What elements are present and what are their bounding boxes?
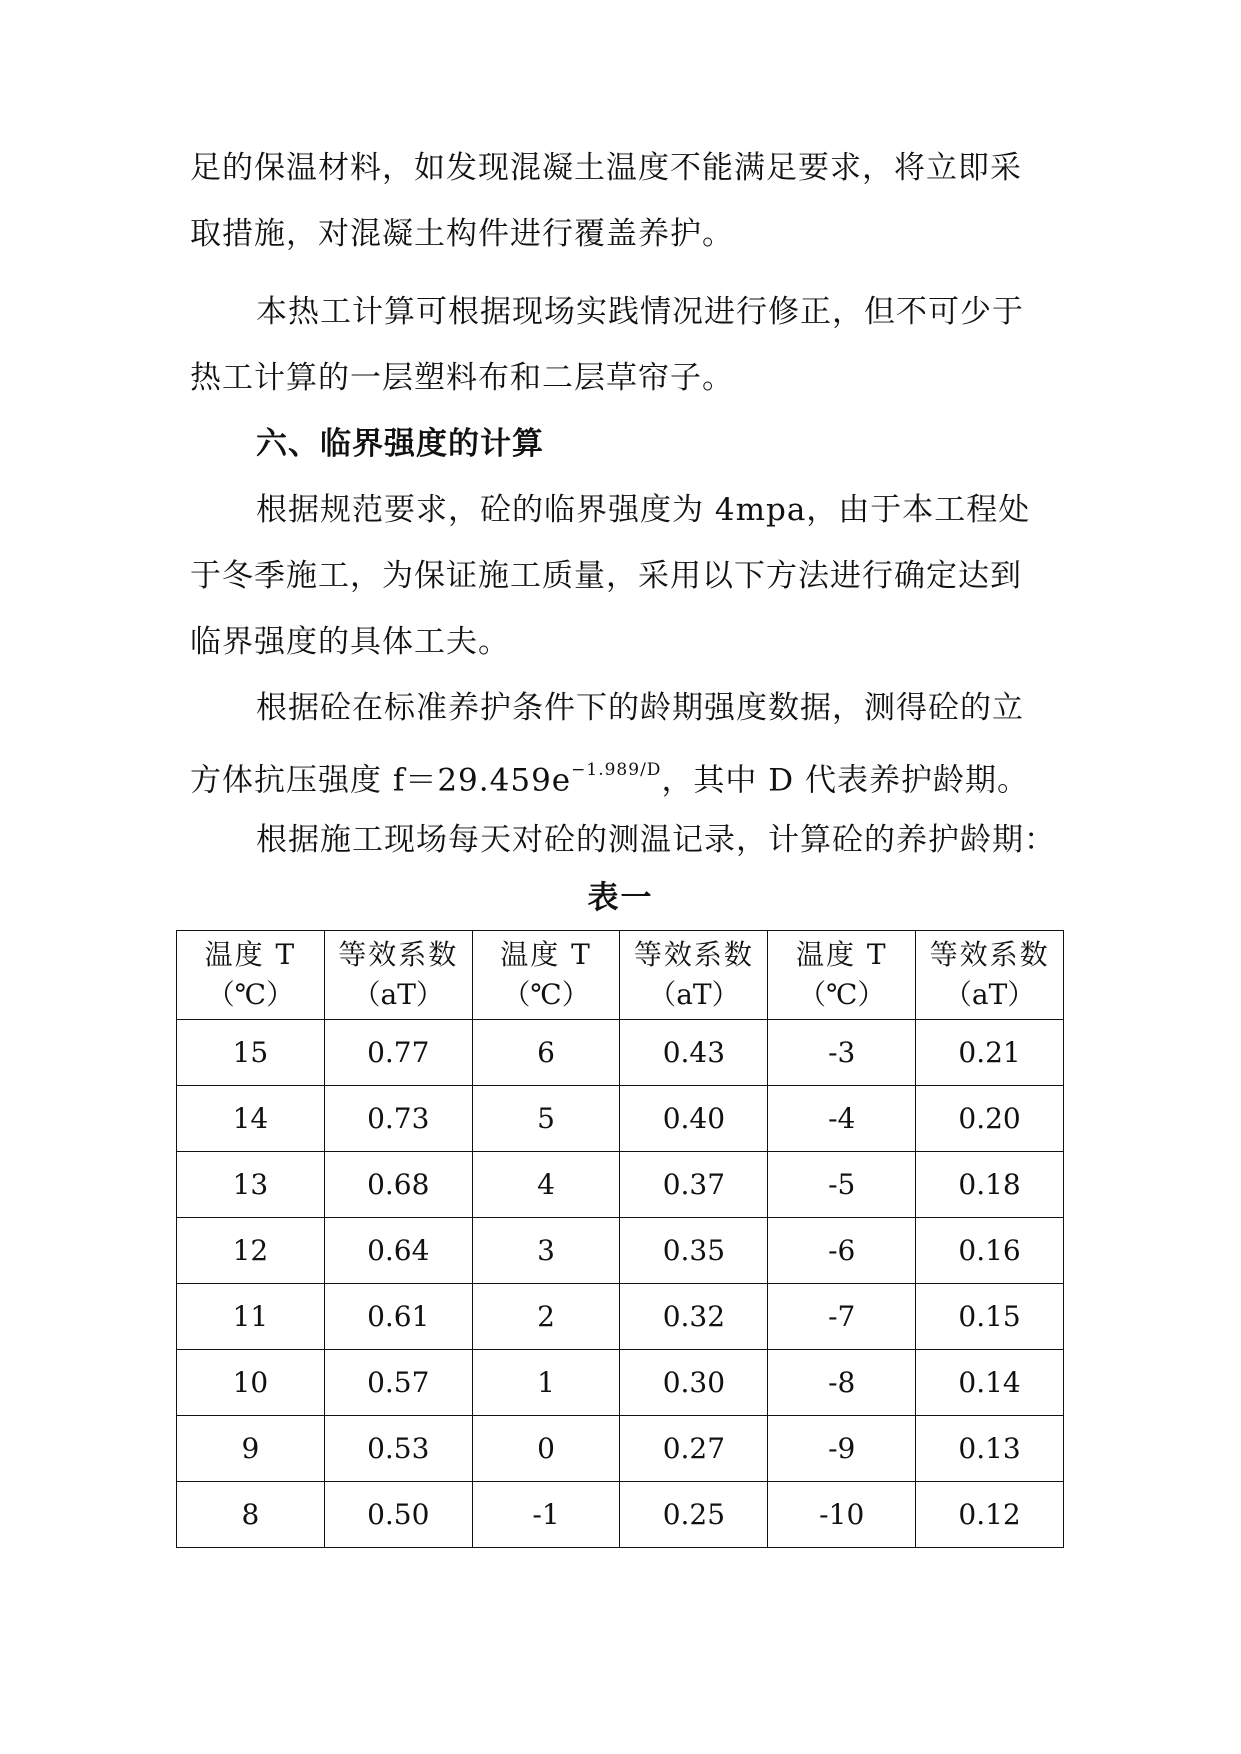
header-unit: （℃） xyxy=(502,978,590,1011)
table-cell: -10 xyxy=(768,1482,916,1548)
header-unit: （aT） xyxy=(352,978,444,1011)
table-cell: -9 xyxy=(768,1416,916,1482)
table-cell: 0.73 xyxy=(324,1086,472,1152)
header-label: 等效系数 xyxy=(929,938,1050,971)
table-cell: -7 xyxy=(768,1284,916,1350)
paragraph-line: 根据施工现场每天对砼的测温记录，计算砼的养护龄期： xyxy=(256,822,1056,858)
header-label: 等效系数 xyxy=(633,938,754,971)
table-cell: 0.68 xyxy=(324,1152,472,1218)
table-cell: 0.12 xyxy=(916,1482,1064,1548)
paragraph-line: 于冬季施工，为保证施工质量，采用以下方法进行确定达到 xyxy=(190,558,1022,594)
table-cell: 0.37 xyxy=(620,1152,768,1218)
table-cell: 0.57 xyxy=(324,1350,472,1416)
table-cell: 0.25 xyxy=(620,1482,768,1548)
formula-exponent: −1.989/D xyxy=(571,760,662,780)
table-cell: 6 xyxy=(472,1020,620,1086)
table-cell: 0.18 xyxy=(916,1152,1064,1218)
table-cell: 0.13 xyxy=(916,1416,1064,1482)
table-cell: 1 xyxy=(472,1350,620,1416)
table-row xyxy=(177,1482,1064,1548)
table-caption: 表一 xyxy=(587,880,654,916)
equivalence-coefficient-table xyxy=(176,930,1064,1548)
table-row xyxy=(177,1020,1064,1086)
table-cell: 3 xyxy=(472,1218,620,1284)
paragraph-line: 取措施，对混凝土构件进行覆盖养护。 xyxy=(190,216,734,252)
table-cell: 0.77 xyxy=(324,1020,472,1086)
table-cell: 0.64 xyxy=(324,1218,472,1284)
paragraph-line: 热工计算的一层塑料布和二层草帘子。 xyxy=(190,360,734,396)
table-cell: 0.53 xyxy=(324,1416,472,1482)
header-cell xyxy=(916,931,1064,1020)
table-cell: 8 xyxy=(177,1482,325,1548)
table-cell: 4 xyxy=(472,1152,620,1218)
table-cell: 0.21 xyxy=(916,1020,1064,1086)
table-cell: 0.43 xyxy=(620,1020,768,1086)
table-cell: -6 xyxy=(768,1218,916,1284)
table-cell: 0.32 xyxy=(620,1284,768,1350)
formula-text-tail: ，其中 D 代表养护龄期。 xyxy=(661,762,1029,799)
table-cell: 0.50 xyxy=(324,1482,472,1548)
table-cell: 0.61 xyxy=(324,1284,472,1350)
table-cell: 0.14 xyxy=(916,1350,1064,1416)
table-cell: 0.40 xyxy=(620,1086,768,1152)
section-heading: 六、临界强度的计算 xyxy=(256,426,544,462)
table-cell: -3 xyxy=(768,1020,916,1086)
header-unit: （℃） xyxy=(798,978,886,1011)
formula-text: 方体抗压强度 f＝29.459e xyxy=(190,762,572,799)
header-unit: （℃） xyxy=(206,978,295,1011)
table-row xyxy=(177,1416,1064,1482)
table-cell: 9 xyxy=(177,1416,325,1482)
table-row xyxy=(177,1218,1064,1284)
paragraph-line: 本热工计算可根据现场实践情况进行修正，但不可少于 xyxy=(256,294,1024,330)
header-cell xyxy=(620,931,768,1020)
header-label: 温度 T xyxy=(204,938,297,971)
table-cell: 0.15 xyxy=(916,1284,1064,1350)
table-cell: 5 xyxy=(472,1086,620,1152)
table-cell: 11 xyxy=(177,1284,325,1350)
header-cell xyxy=(324,931,472,1020)
header-unit: （aT） xyxy=(943,978,1036,1011)
table-cell: -5 xyxy=(768,1152,916,1218)
table-cell: 14 xyxy=(177,1086,325,1152)
header-label: 温度 T xyxy=(795,938,888,971)
table-cell: 2 xyxy=(472,1284,620,1350)
table-row xyxy=(177,1086,1064,1152)
table-cell: 0.35 xyxy=(620,1218,768,1284)
paragraph-line: 根据砼在标准养护条件下的龄期强度数据，测得砼的立 xyxy=(256,690,1024,726)
table-row xyxy=(177,1152,1064,1218)
table-row xyxy=(177,1350,1064,1416)
table-cell: -1 xyxy=(472,1482,620,1548)
table-cell: 0.16 xyxy=(916,1218,1064,1284)
table-cell: 0.20 xyxy=(916,1086,1064,1152)
paragraph-line: 根据规范要求，砼的临界强度为 4mpa，由于本工程处 xyxy=(256,492,1031,528)
header-label: 温度 T xyxy=(500,938,592,971)
header-cell xyxy=(768,931,916,1020)
table-cell: 10 xyxy=(177,1350,325,1416)
table-cell: 15 xyxy=(177,1020,325,1086)
table-row xyxy=(177,1284,1064,1350)
table-header-row xyxy=(177,931,1064,1020)
formula-line xyxy=(190,754,1029,800)
header-cell xyxy=(177,931,325,1020)
table-cell: 13 xyxy=(177,1152,325,1218)
table-cell: 0.27 xyxy=(620,1416,768,1482)
header-cell xyxy=(472,931,620,1020)
paragraph-line: 临界强度的具体工夫。 xyxy=(190,624,510,660)
header-label: 等效系数 xyxy=(338,938,459,971)
table-cell: 0 xyxy=(472,1416,620,1482)
table-cell: 12 xyxy=(177,1218,325,1284)
header-unit: （aT） xyxy=(648,978,740,1011)
table-cell: 0.30 xyxy=(620,1350,768,1416)
paragraph-line: 足的保温材料，如发现混凝土温度不能满足要求，将立即采 xyxy=(190,150,1022,186)
table-cell: -4 xyxy=(768,1086,916,1152)
table-cell: -8 xyxy=(768,1350,916,1416)
